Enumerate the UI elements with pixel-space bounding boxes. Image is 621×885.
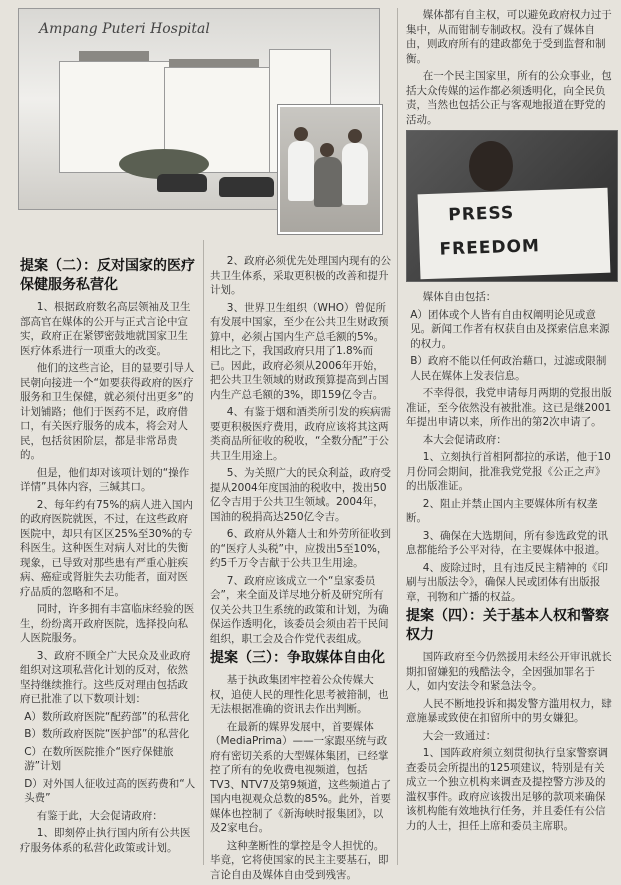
list-item: A）数所政府医院“配药部”的私营化	[24, 710, 190, 723]
paragraph: 1、立刻执行首相阿都拉的承诺，他于10月份同会期间，批准我党党报《公正之声》的出版准证。	[406, 451, 611, 492]
column-divider	[397, 8, 398, 865]
list-item: B）政府不能以任何政治藉口，过滤或限制人民在媒体上发表信息。	[410, 355, 607, 382]
protester-head	[469, 141, 513, 191]
paragraph: 国阵政府至今仍然援用未经公开审讯就长期扣留嫌犯的残酷法令，全因强加罪名于人，如内安法令和紧急法令。	[406, 651, 612, 692]
right-column	[406, 290, 612, 836]
paragraph: 2、每年约有75%的病人进入国内的政府医院就医，不过，在这些政府医院中，却只有区区25%至30%的专科医生。这种医生对病人对比的失衡现象，已导致对那些患有严重心脏疾病、癌症或肾脏失去功能者，面对医疗品质的忽略和不足。	[20, 498, 193, 598]
column-divider	[203, 240, 204, 865]
paragraph: 媒体自由包括：	[422, 291, 497, 303]
paragraph: 但是，他们却对该项计划的“操作详情”具体内容，三缄其口。	[20, 466, 190, 493]
paragraph: 在一个民主国家里，所有的公众事业，包括大众传媒的运作都必须透明化，向全民负责，当然也包括公正与客观地报道在野党的活动。	[406, 70, 612, 126]
right-column-top	[406, 8, 612, 130]
paragraph: 媒体都有自主权，可以避免政府权力过于集中，从而钳制专制政权。没有了媒体自由，则政府所有的建政都免于受到监督和制衡。	[406, 9, 612, 65]
press-freedom-photo	[406, 130, 618, 282]
proposal-4-heading: 提案（四）：关于基本人权和警察权力	[406, 608, 609, 643]
paragraph: 4、有鉴于烟和酒类所引发的疾病需要更积极医疗费用，政府应该将其这两类商品所征收的税收，“全数分配”于公共卫生用途上。	[210, 406, 391, 462]
list-item: D）对外国人征收过高的医药费和“人头费”	[24, 777, 196, 804]
paragraph: 2、政府必须优先处理国内现有的公共卫生体系，采取更积极的改善和提升计划。	[210, 255, 391, 296]
paragraph: 1、国阵政府须立刻贯彻执行皇家警察调查委员会所提出的125项建议，特别是有关成立一个独立机构来调查及提控警方涉及的滥权事件。政府应该拨出足够的款项来确保该机构能有效地执行任务，并且委任有公信力的人士，担任上席和委员主席职。	[406, 747, 608, 832]
paragraph: 7、政府应该成立一个“皇家委员会”，来全面及详尽地分析及研究所有仅关公共卫生系统的政策和计划，为确保运作透明化，该委员会须由若干民间组织，职工会及合作党代表组成。	[210, 574, 389, 645]
paragraph: 同时，许多拥有丰富临床经验的医生，纷纷离开政府医院，选择投向私人医院服务。	[20, 603, 195, 644]
nurses-photo	[278, 105, 382, 234]
paragraph: 人民不断地投诉和揭发警方滥用权力，肆意施暴或致使在扣留所中的男女嫌犯。	[406, 697, 612, 724]
press-sign-line2: FREEDOM	[439, 236, 541, 260]
paragraph: 6、政府从外籍人士和外劳所征收到的“医疗人头税”中，应拨出5至10%，约5千万令吉献于公共卫生用途。	[210, 528, 391, 569]
paragraph: 基于执政集团牢控着公众传媒大权，追使人民的理性化思考被箝制，也无法根据准确的资讯去作出判断。	[210, 674, 389, 715]
paragraph: 有鉴于此，大会促请政府：	[36, 809, 163, 822]
paragraph: 3、确保在大选期间，所有参选政党的讯息都能给予公平对待，在主要媒体中报道。	[406, 529, 608, 556]
press-freedom-sign	[418, 188, 611, 280]
nurse-head	[348, 129, 362, 143]
middle-column	[210, 254, 392, 885]
hospital-photo-caption: Ampang Puteri Hospital	[39, 21, 210, 37]
paragraph: 这种垄断性的掌控是令人担忧的。毕竟，它将使国家的民主主要基石，即言论自由及媒体自由受到残害。	[210, 839, 389, 881]
proposal-3-heading: 提案（三）：争取媒体自由化	[210, 650, 385, 666]
list-item: B）数所政府医院“医护部”的私营化	[24, 728, 190, 740]
proposal-2-heading: 提案（二）：反对国家的医疗保健服务私营化	[20, 258, 195, 293]
paragraph: 1、即刻停止执行国内所有公共医疗服务体系的私营化政策或计划。	[20, 827, 191, 854]
paragraph: 1、根据政府数名高层领袖及卫生部高官在媒体的公开与正式言论中宣实，政府正在紧锣密鼓地就国家卫生医疗体系进行一项重大的改变。	[20, 301, 191, 357]
list-item: C）在数所医院推介“医疗保健旅游”计划	[24, 745, 174, 772]
car	[157, 174, 207, 192]
paragraph: 本大会促请政府：	[422, 433, 507, 446]
paragraph: 5、为关照广大的民众利益，政府受提从2004年度国油的税收中，拨出50亿令吉用于公共卫生领域。2004年，国油的税捐高达250亿令吉。	[210, 467, 391, 523]
paragraph: 3、政府不顾全广大民众及业政府组织对这项私营化计划的反对，依然坚持继续推行。这些反对理由包括政府已批准了以下数项计划：	[20, 649, 191, 705]
patient-head	[320, 143, 334, 157]
nurse-head	[294, 127, 308, 141]
nurse	[342, 143, 368, 205]
list-item: A）团体或个人皆有自由权阐明论见或意见。新闻工作者有权获自由及探索信息来源的权力。	[410, 308, 610, 350]
paragraph: 不幸得很，我党申请每月两期的党报出版准证，至今依然没有被批准。这已是继2001年提出申请以来，所作出的第2次申请了。	[406, 387, 612, 428]
patient-wheelchair	[314, 157, 342, 207]
paragraph: 在最新的媒界发展中，首要媒体（MediaPrima）——一家跟巫统与政府有密切关系的大型媒体集团，已经掌控了所有的免收费电视频道，包括TV3、NTV7及第9频道，这些频道占了国内电视观众总数的85%。此外，首要媒体也控制了《新海峡时报集团》，以及2家电台。	[210, 720, 392, 834]
paragraph: 4、废除过时，且有违反民主精神的《印刷与出版法令》，确保人民或团体有出版报章，刊物和广播的权益。	[406, 561, 608, 603]
nurse	[288, 141, 314, 201]
press-sign-line1: PRESS	[447, 202, 515, 226]
car	[219, 177, 274, 197]
left-column	[20, 254, 198, 858]
paragraph: 大会一致通过：	[422, 729, 497, 742]
paragraph: 2、阻止并禁止国内主要媒体所有权垄断。	[406, 497, 598, 524]
paragraph: 3、世界卫生组织（WHO）曾促所有发展中国家，至少在公共卫生财政预算中，必须占国内生产总毛额的5%。相比之下，我国政府只用了1.8%而已。因此，政府必须从2006年开始，把公共卫生领域的财政预算提高到占国内生产总毛额的3%，即159亿令吉。	[210, 301, 389, 401]
paragraph: 他们的这些言论，目的显要引导人民朝向接进一个“如要获得政府的医疗服务和卫生保健，就必须付出更多”的计划铺路；他们于医药不足，政府借口，有关医疗服务的成本，将会对人民，包括贫困阶层，都是非常昂贵的。	[20, 362, 195, 461]
